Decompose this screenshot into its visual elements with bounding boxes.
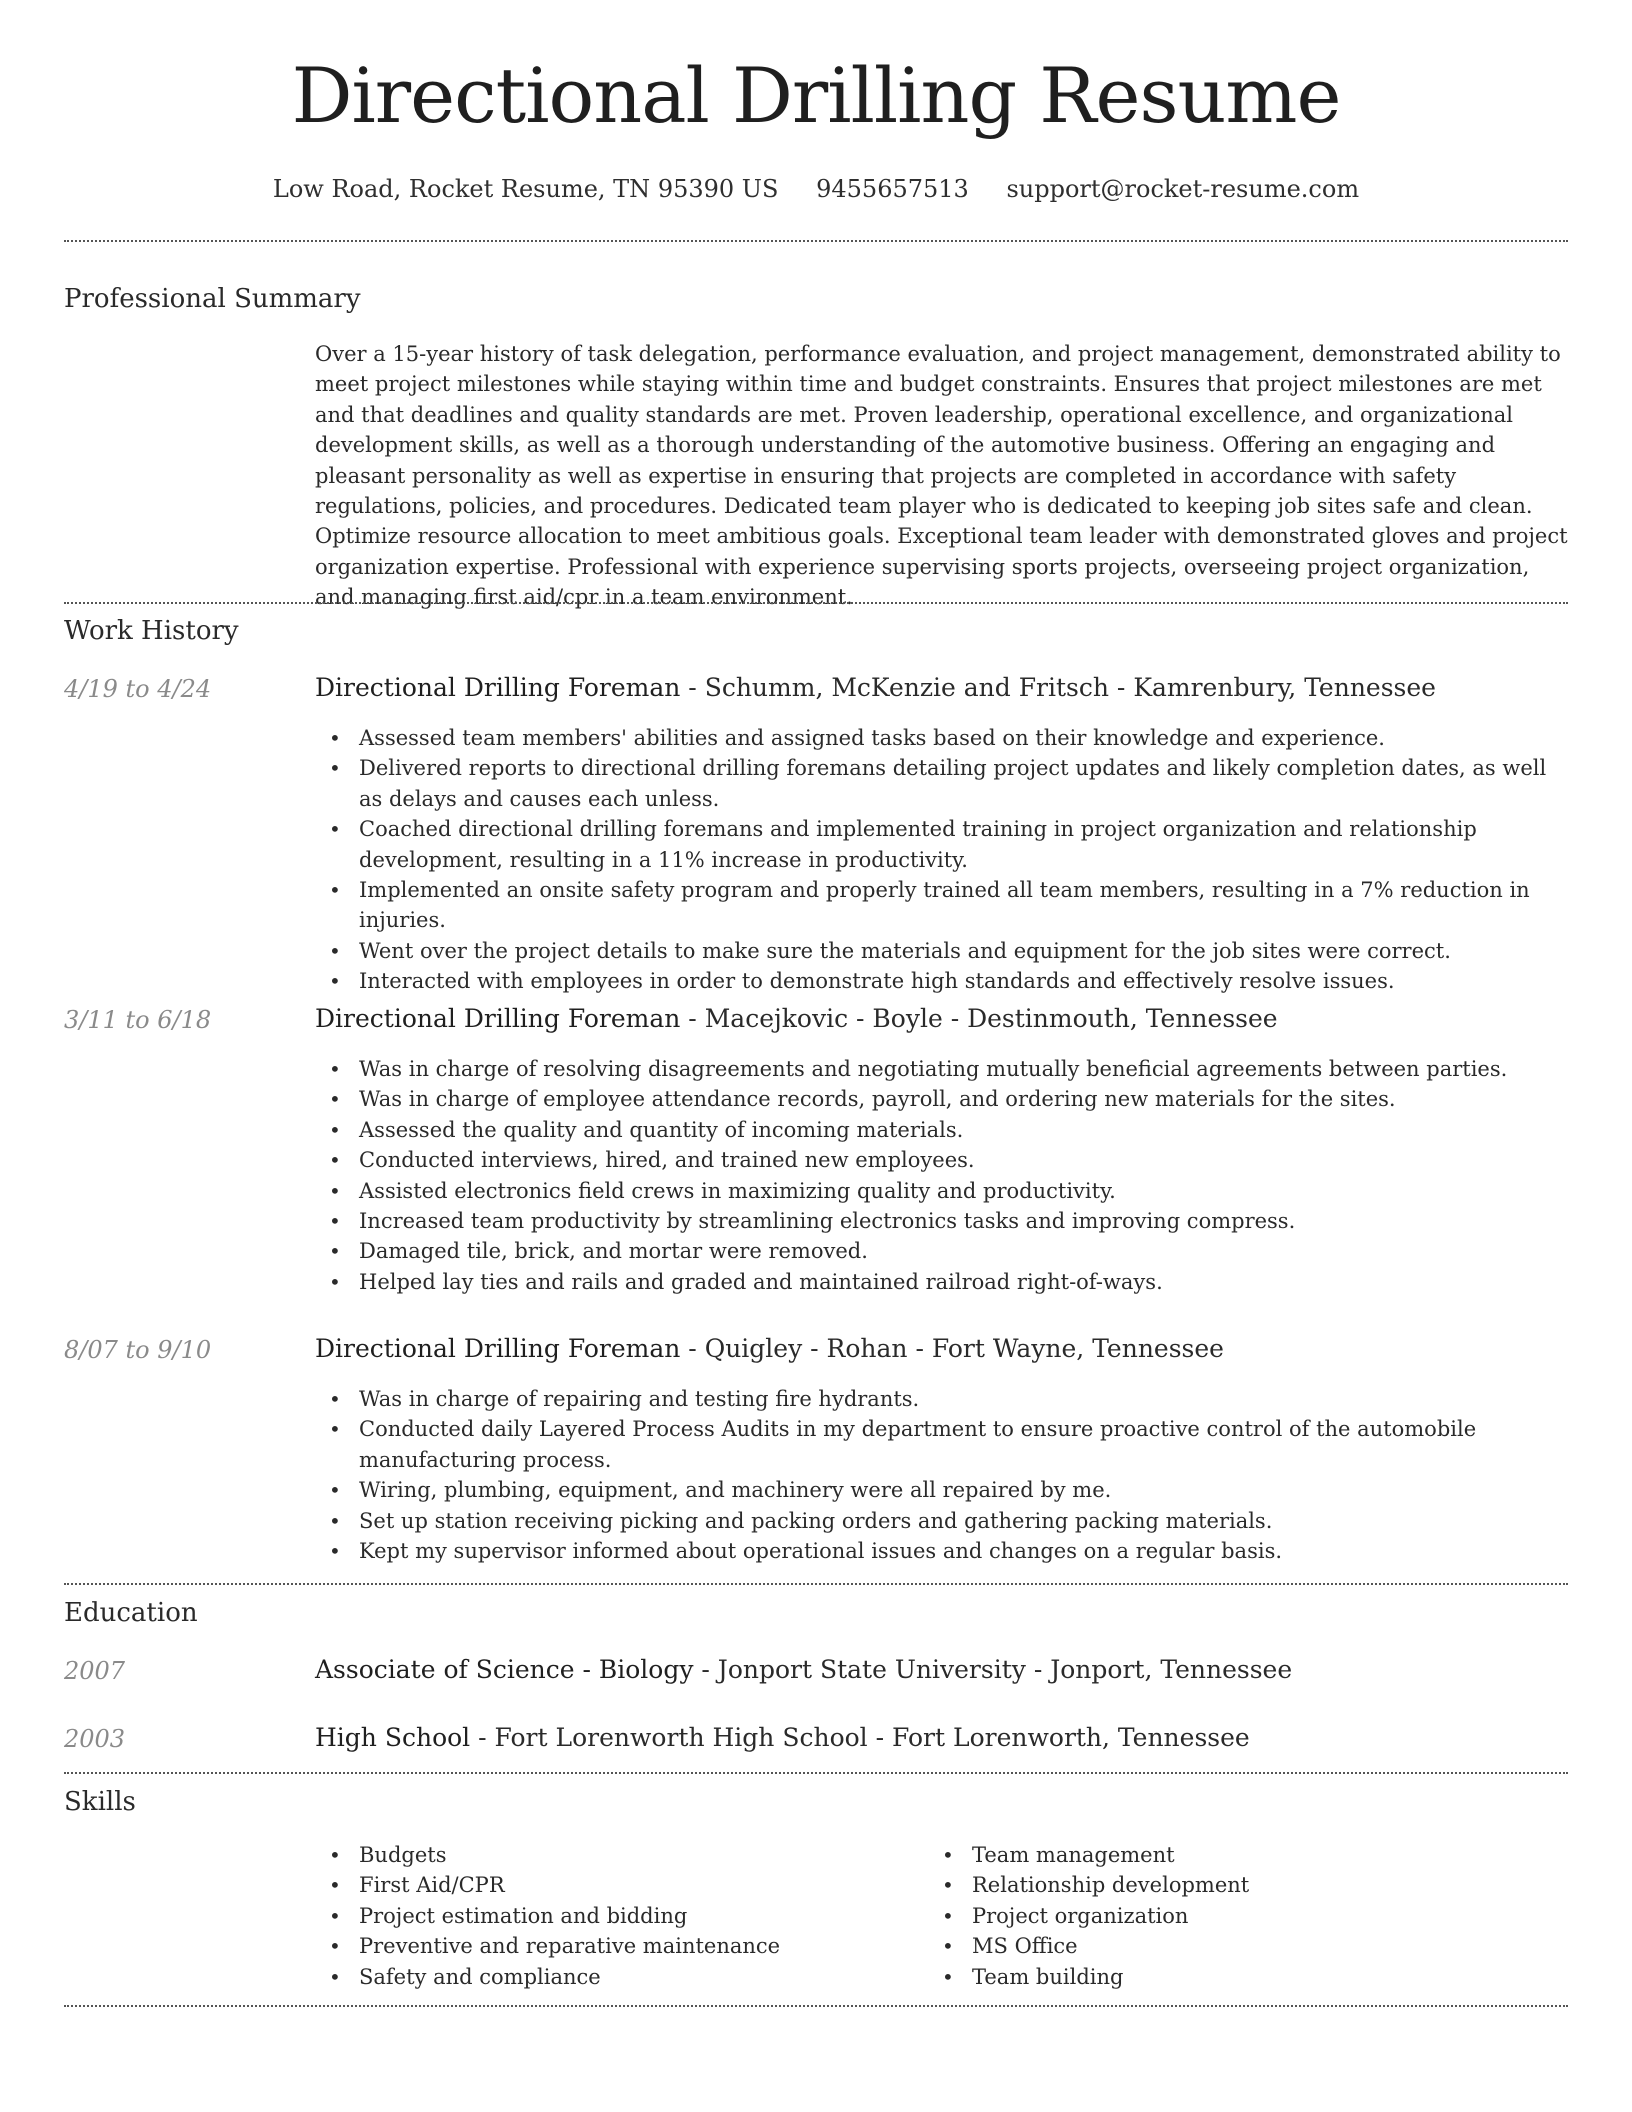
list-item: • Helped lay ties and rails and graded and maintained railroad right-of-ways. xyxy=(315,1267,1571,1297)
job-employer: - Macejkovic - Boyle - Destinmouth, Tennessee xyxy=(680,1004,1278,1033)
list-item: • Interacted with employees in order to demonstrate high standards and effectively resolve issues. xyxy=(315,966,1571,996)
list-item: • Implemented an onsite safety program and properly trained all team members, resulting in a 7% reduction in injuries. xyxy=(315,875,1571,936)
skill-item: • Team building xyxy=(928,1962,1632,1992)
job-bullets xyxy=(315,723,1571,997)
resume-header xyxy=(0,50,1632,204)
list-item: • Assisted electronics field crews in maximizing quality and productivity. xyxy=(315,1176,1571,1206)
job-title xyxy=(315,1003,1571,1035)
skill-item: • First Aid/CPR xyxy=(315,1870,1571,1900)
education-school: - Jonport State University - Jonport, Tennessee xyxy=(693,1655,1293,1684)
contact-line xyxy=(0,174,1632,204)
skill-item: • Project estimation and bidding xyxy=(315,1901,1571,1931)
job-bullets xyxy=(315,1384,1571,1566)
phone: 9455657513 xyxy=(816,175,969,203)
list-item: • Coached directional drilling foremans and implemented training in project organization and relationship development, resulting in a 11% increase in productivity. xyxy=(315,814,1571,875)
address: Low Road, Rocket Resume, TN 95390 US xyxy=(272,175,779,203)
list-item: • Went over the project details to make sure the materials and equipment for the job sites were correct. xyxy=(315,936,1571,966)
list-item: • Wiring, plumbing, equipment, and machinery were all repaired by me. xyxy=(315,1475,1571,1505)
section-title-summary: Professional Summary xyxy=(64,284,361,314)
job-role: Directional Drilling Foreman xyxy=(315,1004,681,1033)
job-role: Directional Drilling Foreman xyxy=(315,1334,681,1363)
education-year: 2007 xyxy=(64,1657,126,1685)
list-item: • Kept my supervisor informed about operational issues and changes on a regular basis. xyxy=(315,1536,1571,1566)
list-item: • Delivered reports to directional drilling foremans detailing project updates and likely completion dates, as well as delays and causes each unless. xyxy=(315,753,1571,814)
resume-title: Directional Drilling Resume xyxy=(291,51,1341,140)
list-item: • Set up station receiving picking and packing orders and gathering packing materials. xyxy=(315,1506,1571,1536)
summary-text: Over a 15-year history of task delegation, performance evaluation, and project management, demonstrated ability to meet project milestones while staying within time and budget constraints. Ensures that project milestones are met and that deadlines and quality standards are met. Proven leadership, operational excellence, and organizational development skills, as well as a thorough understanding of the automotive business. Offering an engaging and pleasant personality as well as expertise in ensuring that projects are completed in accordance with safety regulations, policies, and procedures. Dedicated team player who is dedicated to keeping job sites safe and clean. Optimize resource allocation to meet ambitious goals. Exceptional team leader with demonstrated gloves and project organization expertise. Professional with experience supervising sports projects, overseeing project organization, and managing first aid/cpr in a team environment. xyxy=(315,342,1568,610)
skill-item: • Relationship development xyxy=(928,1870,1632,1900)
skill-item: • Safety and compliance xyxy=(315,1962,1571,1992)
education-degree: High School xyxy=(315,1723,471,1752)
job-title xyxy=(315,672,1571,704)
job-bullets xyxy=(315,1054,1571,1297)
skill-item: • Preventive and reparative maintenance xyxy=(315,1931,1571,1961)
email: support@rocket-resume.com xyxy=(1006,175,1360,203)
job-dates: 3/11 to 6/18 xyxy=(64,1006,212,1034)
job-dates: 4/19 to 4/24 xyxy=(64,675,212,703)
job-employer: - Schumm, McKenzie and Fritsch - Kamrenbury, Tennessee xyxy=(680,673,1436,702)
divider xyxy=(64,2005,1568,2007)
education-degree: Associate of Science - Biology xyxy=(315,1655,694,1684)
education-entry xyxy=(315,1654,1571,1686)
education-school: - Fort Lorenworth High School - Fort Lorenworth, Tennessee xyxy=(470,1723,1250,1752)
divider xyxy=(64,1583,1568,1585)
skill-item: • Budgets xyxy=(315,1840,1571,1870)
list-item: • Was in charge of resolving disagreements and negotiating mutually beneficial agreements between parties. xyxy=(315,1054,1571,1084)
job-title xyxy=(315,1333,1571,1365)
list-item: • Damaged tile, brick, and mortar were removed. xyxy=(315,1236,1571,1266)
skill-item: • Team management xyxy=(928,1840,1632,1870)
list-item: • Conducted daily Layered Process Audits in my department to ensure proactive control of the automobile manufacturing process. xyxy=(315,1414,1571,1475)
section-title-education: Education xyxy=(64,1598,198,1628)
list-item: • Was in charge of employee attendance records, payroll, and ordering new materials for the sites. xyxy=(315,1084,1571,1114)
divider xyxy=(64,240,1568,242)
divider xyxy=(64,1772,1568,1774)
skills-list-right xyxy=(928,1840,1632,1992)
list-item: • Conducted interviews, hired, and trained new employees. xyxy=(315,1145,1571,1175)
list-item: • Was in charge of repairing and testing fire hydrants. xyxy=(315,1384,1571,1414)
education-year: 2003 xyxy=(64,1725,126,1753)
section-title-skills: Skills xyxy=(64,1787,136,1817)
divider xyxy=(64,602,1568,604)
skill-item: • MS Office xyxy=(928,1931,1632,1961)
list-item: • Increased team productivity by streamlining electronics tasks and improving compress. xyxy=(315,1206,1571,1236)
job-employer: - Quigley - Rohan - Fort Wayne, Tennessee xyxy=(680,1334,1224,1363)
list-item: • Assessed the quality and quantity of incoming materials. xyxy=(315,1115,1571,1145)
job-dates: 8/07 to 9/10 xyxy=(64,1336,212,1364)
section-title-work-history: Work History xyxy=(64,616,239,646)
list-item: • Assessed team members' abilities and assigned tasks based on their knowledge and experience. xyxy=(315,723,1571,753)
education-entry xyxy=(315,1722,1571,1754)
job-role: Directional Drilling Foreman xyxy=(315,673,681,702)
skill-item: • Project organization xyxy=(928,1901,1632,1931)
